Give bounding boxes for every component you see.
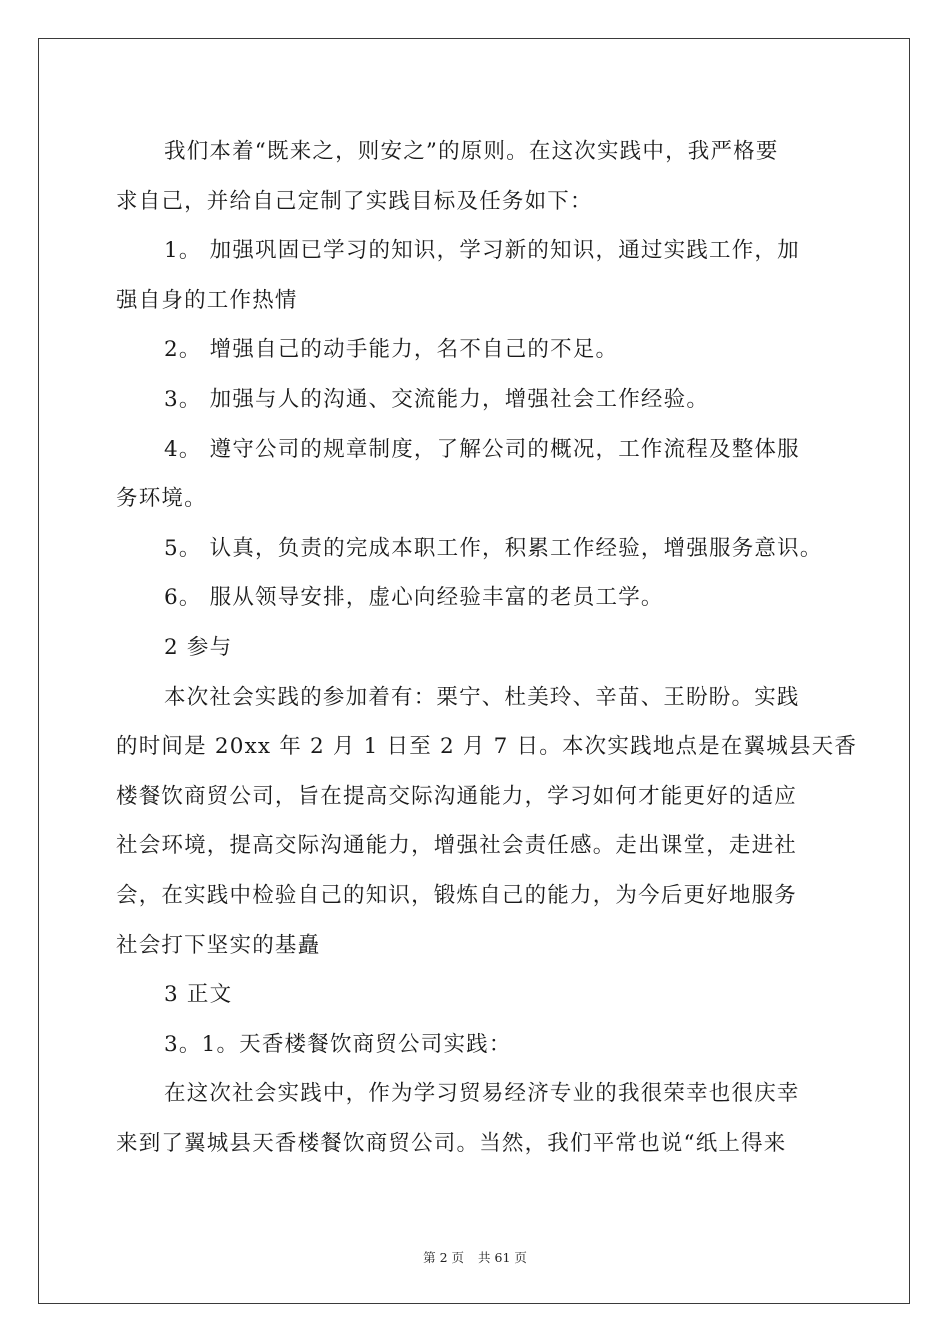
list-item-line: 务环境。 (116, 486, 207, 512)
page-footer (0, 1248, 950, 1266)
list-item-line: 5。 认真，负责的完成本职工作，积累工作经验，增强服务意识。 (164, 535, 823, 561)
paragraph-line: 我们本着“既来之，则安之”的原则。在这次实践中，我严格要 (164, 139, 779, 164)
paragraph-line: 来到了翼城县天香楼餐饮商贸公司。当然，我们平常也说“纸上得来 (116, 1130, 787, 1156)
list-item-line: 1。 加强巩固已学习的知识，学习新的知识，通过实践工作，加 (164, 238, 800, 264)
paragraph-line: 求自己，并给自己定制了实践目标及任务如下： (116, 188, 593, 214)
page-total: 共 61 页 (478, 1250, 527, 1265)
document-body (116, 127, 858, 1168)
subsection-heading: 3。1。天香楼餐饮商贸公司实践： (164, 1031, 512, 1057)
paragraph-line: 在这次社会实践中，作为学习贸易经济专业的我很荣幸也很庆幸 (164, 1081, 800, 1107)
section-heading: 3 正文 (164, 982, 233, 1008)
list-item-line: 2。 增强自己的动手能力，名不自己的不足。 (164, 337, 619, 363)
paragraph-line: 会，在实践中检验自己的知识，锻炼自己的能力，为今后更好地服务 (116, 882, 798, 908)
paragraph-line: 楼餐饮商贸公司，旨在提高交际沟通能力，学习如何才能更好的适应 (116, 783, 798, 809)
paragraph-line: 的时间是 20xx 年 2 月 1 日至 2 月 7 日。本次实践地点是在翼城县天香 (116, 734, 858, 760)
list-item-line: 3。 加强与人的沟通、交流能力，增强社会工作经验。 (164, 386, 710, 412)
paragraph-line: 社会打下坚实的基矗 (116, 932, 321, 958)
page-number: 第 2 页 (423, 1250, 465, 1265)
list-item-line: 强自身的工作热情 (116, 287, 298, 313)
list-item-line: 6。 服从领导安排，虚心向经验丰富的老员工学。 (164, 585, 664, 611)
list-item-line: 4。 遵守公司的规章制度，了解公司的概况，工作流程及整体服 (164, 436, 800, 462)
paragraph-line: 社会环境，提高交际沟通能力，增强社会责任感。走出课堂，走进社 (116, 833, 798, 859)
section-heading: 2 参与 (164, 634, 233, 660)
paragraph-line: 本次社会实践的参加着有：栗宁、杜美玲、辛苗、王盼盼。实践 (164, 684, 800, 710)
